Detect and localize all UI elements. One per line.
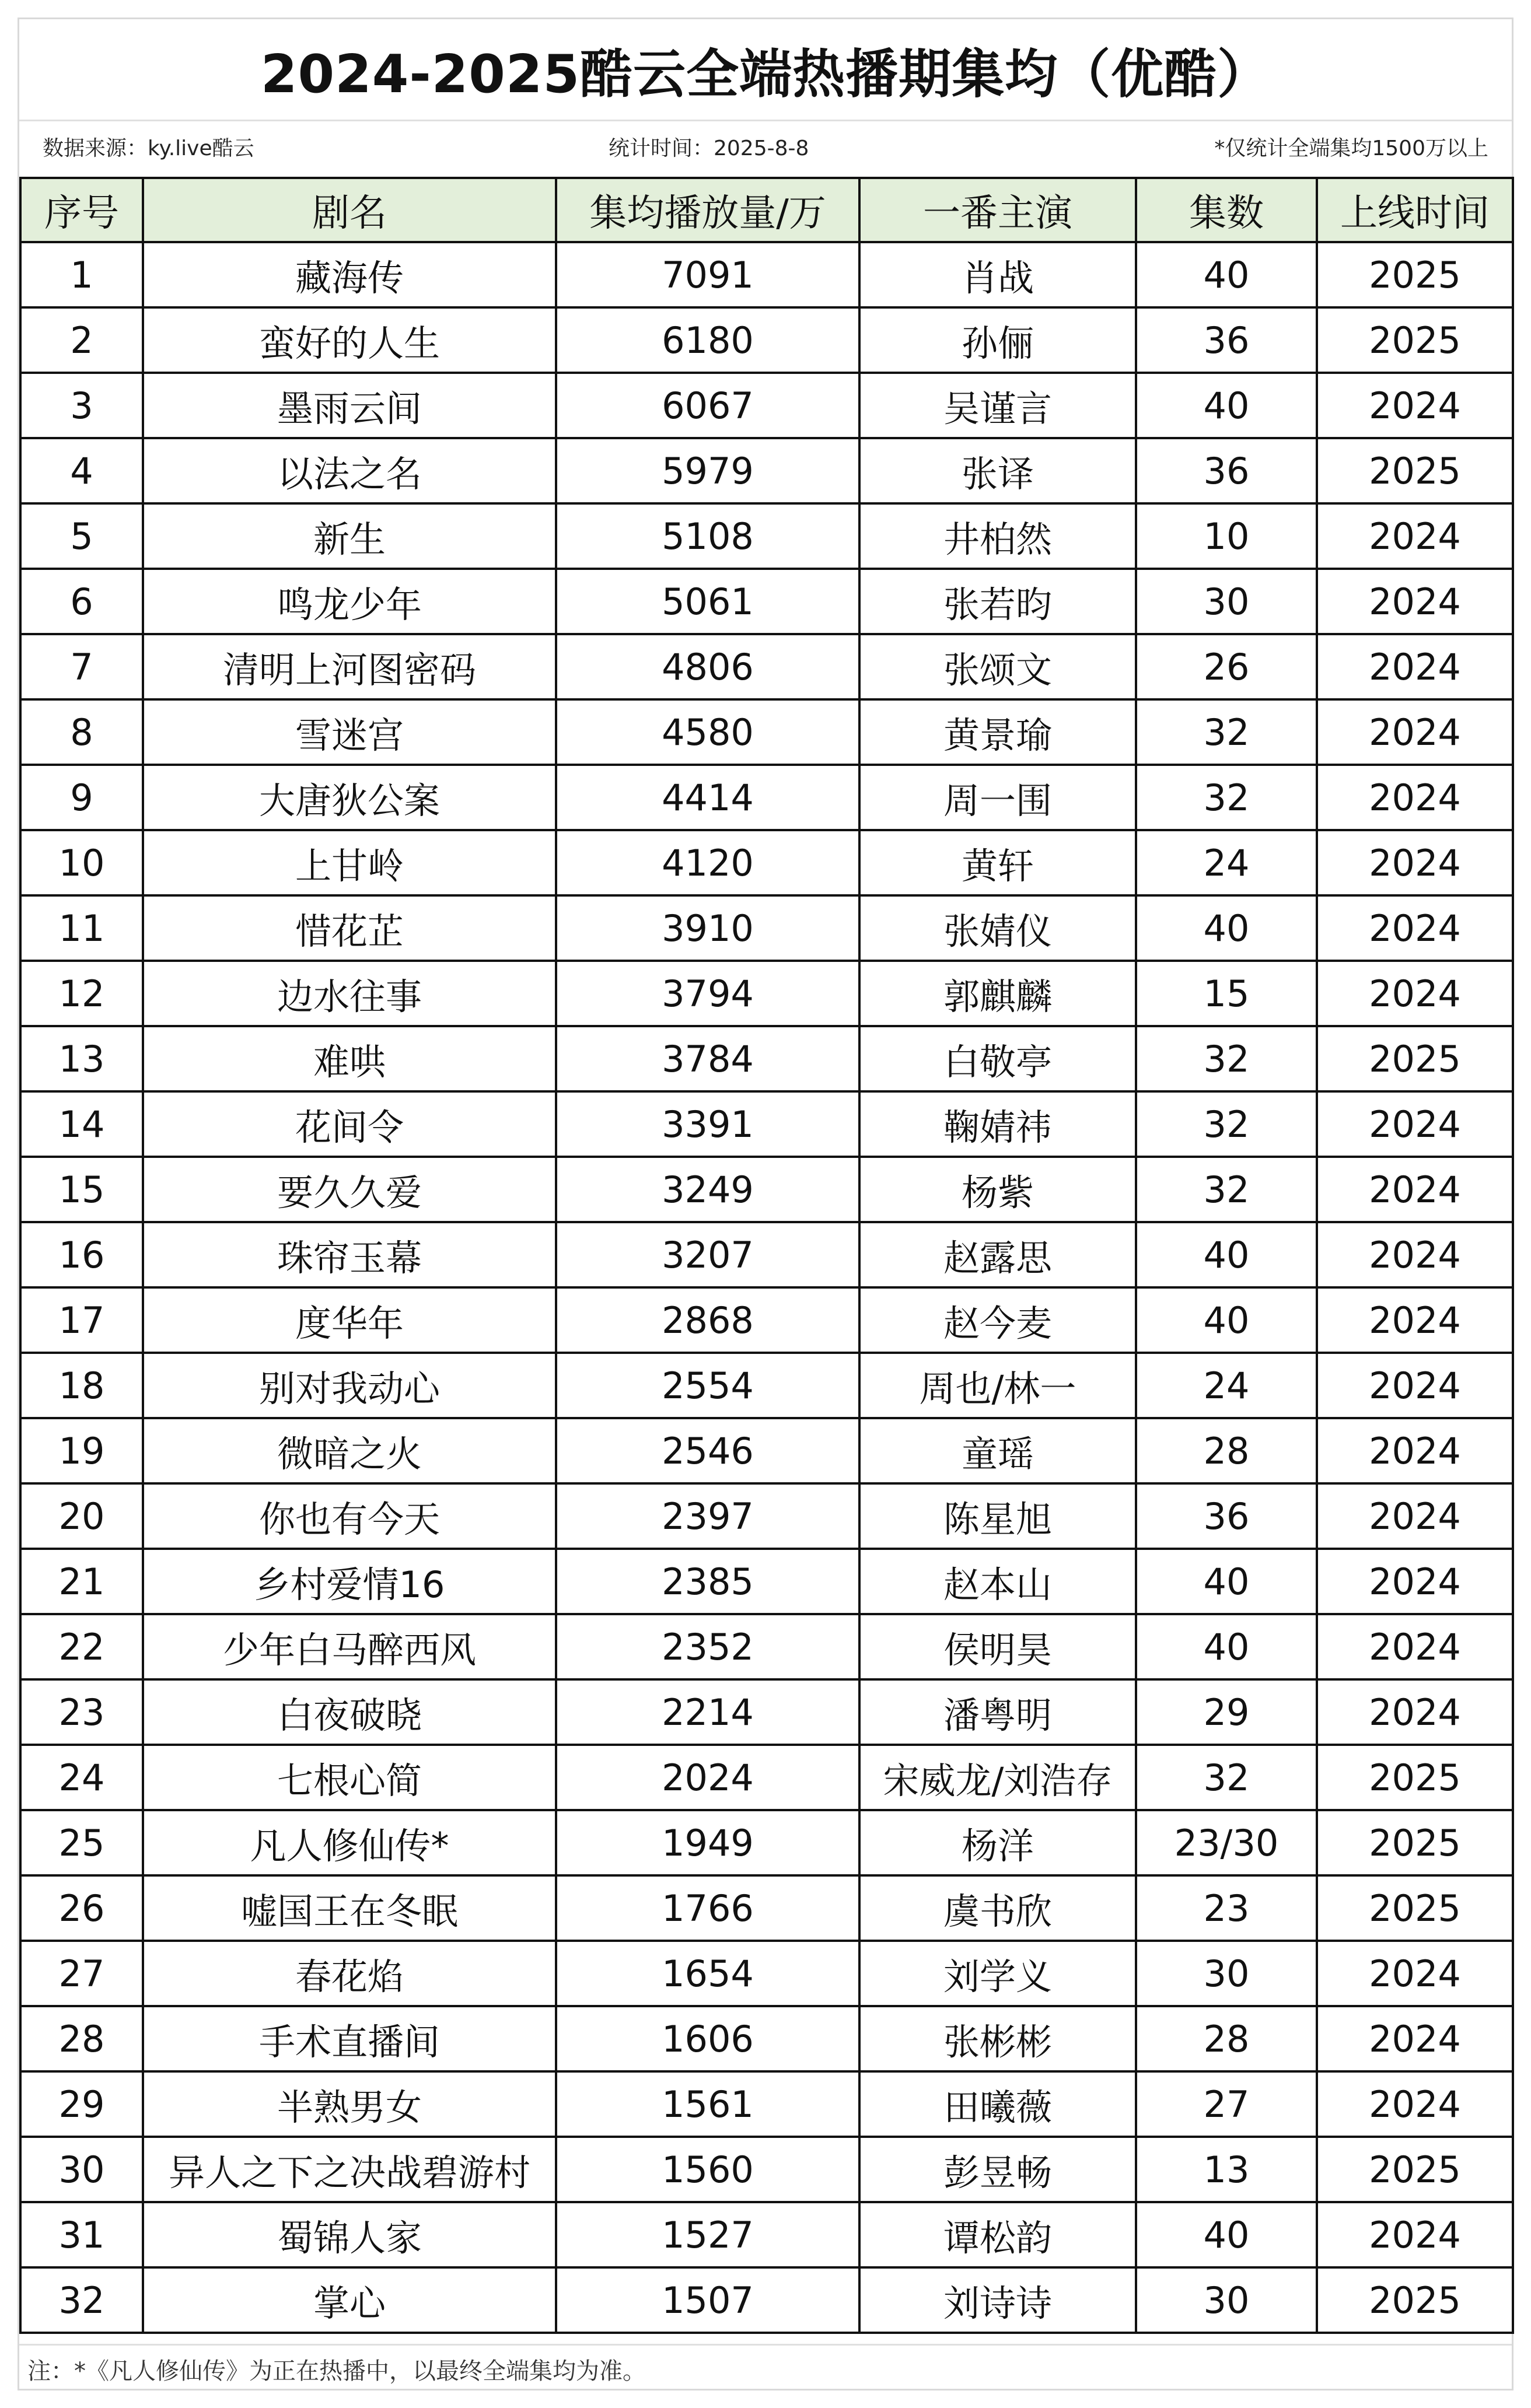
cell-rank: 9	[20, 765, 143, 830]
cell-rank: 4	[20, 438, 143, 503]
cell-lead-actor: 赵露思	[859, 1222, 1136, 1287]
cell-release-year: 2024	[1317, 895, 1513, 961]
cell-release-year: 2024	[1317, 2071, 1513, 2137]
cell-episodes: 40	[1136, 242, 1317, 307]
cell-rank: 11	[20, 895, 143, 961]
col-header-release-year: 上线时间	[1317, 178, 1513, 242]
table-row	[20, 569, 1513, 634]
cell-episodes: 26	[1136, 634, 1317, 699]
cell-release-year: 2025	[1317, 242, 1513, 307]
cell-lead-actor: 刘学义	[859, 1941, 1136, 2006]
cell-title: 少年白马醉西风	[143, 1614, 556, 1679]
cell-lead-actor: 周一围	[859, 765, 1136, 830]
cell-rank: 31	[20, 2202, 143, 2267]
cell-rank: 10	[20, 830, 143, 895]
threshold-note: *仅统计全端集均1500万以上	[1214, 136, 1488, 160]
cell-title: 春花焰	[143, 1941, 556, 2006]
cell-rank: 17	[20, 1287, 143, 1353]
cell-release-year: 2024	[1317, 830, 1513, 895]
cell-lead-actor: 杨洋	[859, 1810, 1136, 1875]
cell-release-year: 2024	[1317, 1222, 1513, 1287]
cell-title: 雪迷宫	[143, 699, 556, 765]
cell-title: 微暗之火	[143, 1418, 556, 1483]
cell-lead-actor: 张译	[859, 438, 1136, 503]
cell-release-year: 2024	[1317, 699, 1513, 765]
cell-rank: 23	[20, 1679, 143, 1745]
cell-title: 以法之名	[143, 438, 556, 503]
cell-rank: 18	[20, 1353, 143, 1418]
cell-lead-actor: 宋威龙/刘浩存	[859, 1745, 1136, 1810]
cell-rank: 22	[20, 1614, 143, 1679]
cell-avg-views: 5108	[556, 503, 859, 569]
cell-rank: 15	[20, 1157, 143, 1222]
cell-title: 白夜破晓	[143, 1679, 556, 1745]
cell-release-year: 2025	[1317, 2137, 1513, 2202]
cell-avg-views: 1507	[556, 2267, 859, 2333]
cell-episodes: 30	[1136, 2267, 1317, 2333]
cell-avg-views: 4120	[556, 830, 859, 895]
cell-lead-actor: 田曦薇	[859, 2071, 1136, 2137]
footnote	[19, 2344, 1512, 2392]
cell-avg-views: 3391	[556, 1091, 859, 1157]
cell-release-year: 2025	[1317, 1875, 1513, 1941]
cell-lead-actor: 彭昱畅	[859, 2137, 1136, 2202]
cell-avg-views: 4580	[556, 699, 859, 765]
table-row	[20, 1353, 1513, 1418]
cell-lead-actor: 刘诗诗	[859, 2267, 1136, 2333]
cell-avg-views: 1561	[556, 2071, 859, 2137]
cell-release-year: 2024	[1317, 1614, 1513, 1679]
cell-rank: 25	[20, 1810, 143, 1875]
cell-episodes: 32	[1136, 1091, 1317, 1157]
cell-avg-views: 4806	[556, 634, 859, 699]
cell-title: 花间令	[143, 1091, 556, 1157]
ranking-sheet	[18, 18, 1513, 2390]
cell-title: 半熟男女	[143, 2071, 556, 2137]
cell-avg-views: 3784	[556, 1026, 859, 1091]
table-row	[20, 765, 1513, 830]
cell-episodes: 30	[1136, 1941, 1317, 2006]
cell-lead-actor: 郭麒麟	[859, 961, 1136, 1026]
cell-lead-actor: 童瑶	[859, 1418, 1136, 1483]
table-body	[20, 242, 1513, 2333]
cell-rank: 5	[20, 503, 143, 569]
col-header-title: 剧名	[143, 178, 556, 242]
cell-release-year: 2024	[1317, 1679, 1513, 1745]
cell-episodes: 28	[1136, 1418, 1317, 1483]
cell-title: 边水往事	[143, 961, 556, 1026]
cell-avg-views: 3249	[556, 1157, 859, 1222]
cell-rank: 6	[20, 569, 143, 634]
cell-title: 鸣龙少年	[143, 569, 556, 634]
cell-rank: 16	[20, 1222, 143, 1287]
table-row	[20, 1287, 1513, 1353]
cell-avg-views: 2397	[556, 1483, 859, 1549]
cell-title: 墨雨云间	[143, 373, 556, 438]
cell-episodes: 30	[1136, 569, 1317, 634]
cell-avg-views: 2385	[556, 1549, 859, 1614]
cell-episodes: 32	[1136, 1026, 1317, 1091]
cell-episodes: 23	[1136, 1875, 1317, 1941]
table-row	[20, 2137, 1513, 2202]
cell-release-year: 2025	[1317, 1745, 1513, 1810]
cell-title: 乡村爱情16	[143, 1549, 556, 1614]
cell-rank: 28	[20, 2006, 143, 2071]
footnote-text: 注：*《凡人修仙传》为正在热播中，以最终全端集均为准。	[27, 2357, 646, 2385]
cell-avg-views: 4414	[556, 765, 859, 830]
cell-release-year: 2025	[1317, 1810, 1513, 1875]
cell-title: 别对我动心	[143, 1353, 556, 1418]
col-header-episodes: 集数	[1136, 178, 1317, 242]
cell-lead-actor: 孙俪	[859, 307, 1136, 373]
table-row	[20, 2267, 1513, 2333]
table-row	[20, 634, 1513, 699]
cell-episodes: 32	[1136, 1157, 1317, 1222]
cell-avg-views: 1560	[556, 2137, 859, 2202]
cell-episodes: 40	[1136, 2202, 1317, 2267]
cell-title: 清明上河图密码	[143, 634, 556, 699]
cell-lead-actor: 陈星旭	[859, 1483, 1136, 1549]
table-row	[20, 1875, 1513, 1941]
cell-title: 你也有今天	[143, 1483, 556, 1549]
cell-episodes: 10	[1136, 503, 1317, 569]
cell-rank: 19	[20, 1418, 143, 1483]
cell-episodes: 15	[1136, 961, 1317, 1026]
meta-bar	[19, 120, 1512, 173]
table-row	[20, 1157, 1513, 1222]
cell-title: 蜀锦人家	[143, 2202, 556, 2267]
cell-title: 惜花芷	[143, 895, 556, 961]
cell-episodes: 40	[1136, 895, 1317, 961]
cell-title: 手术直播间	[143, 2006, 556, 2071]
cell-episodes: 36	[1136, 1483, 1317, 1549]
cell-episodes: 29	[1136, 1679, 1317, 1745]
table-row	[20, 961, 1513, 1026]
cell-rank: 12	[20, 961, 143, 1026]
cell-rank: 32	[20, 2267, 143, 2333]
cell-release-year: 2024	[1317, 1941, 1513, 2006]
cell-avg-views: 2024	[556, 1745, 859, 1810]
table-row	[20, 1679, 1513, 1745]
cell-avg-views: 3910	[556, 895, 859, 961]
cell-release-year: 2024	[1317, 569, 1513, 634]
cell-title: 新生	[143, 503, 556, 569]
cell-rank: 8	[20, 699, 143, 765]
table-row	[20, 895, 1513, 961]
cell-rank: 26	[20, 1875, 143, 1941]
cell-title: 珠帘玉幕	[143, 1222, 556, 1287]
cell-release-year: 2025	[1317, 2267, 1513, 2333]
cell-lead-actor: 赵本山	[859, 1549, 1136, 1614]
cell-title: 凡人修仙传*	[143, 1810, 556, 1875]
cell-release-year: 2024	[1317, 2202, 1513, 2267]
cell-avg-views: 6067	[556, 373, 859, 438]
cell-episodes: 40	[1136, 373, 1317, 438]
cell-release-year: 2024	[1317, 1091, 1513, 1157]
cell-episodes: 32	[1136, 699, 1317, 765]
cell-release-year: 2024	[1317, 373, 1513, 438]
cell-avg-views: 2868	[556, 1287, 859, 1353]
cell-episodes: 27	[1136, 2071, 1317, 2137]
cell-release-year: 2024	[1317, 1353, 1513, 1418]
cell-lead-actor: 张彬彬	[859, 2006, 1136, 2071]
table-row	[20, 1091, 1513, 1157]
cell-lead-actor: 潘粤明	[859, 1679, 1136, 1745]
cell-avg-views: 7091	[556, 242, 859, 307]
cell-rank: 1	[20, 242, 143, 307]
cell-rank: 29	[20, 2071, 143, 2137]
cell-avg-views: 1766	[556, 1875, 859, 1941]
cell-title: 度华年	[143, 1287, 556, 1353]
cell-episodes: 32	[1136, 1745, 1317, 1810]
cell-release-year: 2024	[1317, 961, 1513, 1026]
table-row	[20, 242, 1513, 307]
cell-release-year: 2024	[1317, 1157, 1513, 1222]
cell-rank: 13	[20, 1026, 143, 1091]
cell-lead-actor: 张婧仪	[859, 895, 1136, 961]
table-row	[20, 1549, 1513, 1614]
cell-release-year: 2024	[1317, 1483, 1513, 1549]
cell-title: 要久久爱	[143, 1157, 556, 1222]
cell-episodes: 40	[1136, 1287, 1317, 1353]
table-row	[20, 2006, 1513, 2071]
cell-release-year: 2024	[1317, 765, 1513, 830]
cell-title: 异人之下之决战碧游村	[143, 2137, 556, 2202]
cell-title: 难哄	[143, 1026, 556, 1091]
cell-lead-actor: 张颂文	[859, 634, 1136, 699]
page-title: 2024-2025酷云全端热播期集均（优酷）	[19, 19, 1512, 121]
col-header-lead-actor: 一番主演	[859, 178, 1136, 242]
cell-lead-actor: 周也/林一	[859, 1353, 1136, 1418]
cell-lead-actor: 井柏然	[859, 503, 1136, 569]
cell-release-year: 2024	[1317, 503, 1513, 569]
table-row	[20, 503, 1513, 569]
cell-lead-actor: 黄景瑜	[859, 699, 1136, 765]
cell-title: 蛮好的人生	[143, 307, 556, 373]
cell-rank: 21	[20, 1549, 143, 1614]
cell-release-year: 2024	[1317, 1549, 1513, 1614]
cell-episodes: 40	[1136, 1222, 1317, 1287]
cell-rank: 27	[20, 1941, 143, 2006]
table-row	[20, 1941, 1513, 2006]
table-row	[20, 307, 1513, 373]
stat-date: 统计时间：2025-8-8	[609, 136, 809, 160]
cell-lead-actor: 杨紫	[859, 1157, 1136, 1222]
cell-avg-views: 1606	[556, 2006, 859, 2071]
table-row	[20, 2202, 1513, 2267]
table-row	[20, 2071, 1513, 2137]
table-row	[20, 1745, 1513, 1810]
cell-lead-actor: 鞠婧祎	[859, 1091, 1136, 1157]
cell-release-year: 2024	[1317, 634, 1513, 699]
cell-avg-views: 5979	[556, 438, 859, 503]
cell-rank: 20	[20, 1483, 143, 1549]
cell-title: 嘘国王在冬眠	[143, 1875, 556, 1941]
cell-title: 七根心简	[143, 1745, 556, 1810]
cell-avg-views: 2352	[556, 1614, 859, 1679]
table-row	[20, 438, 1513, 503]
cell-lead-actor: 吴谨言	[859, 373, 1136, 438]
cell-title: 掌心	[143, 2267, 556, 2333]
cell-episodes: 23/30	[1136, 1810, 1317, 1875]
cell-lead-actor: 肖战	[859, 242, 1136, 307]
table-header-row	[20, 178, 1513, 242]
cell-episodes: 24	[1136, 830, 1317, 895]
cell-avg-views: 2214	[556, 1679, 859, 1745]
cell-avg-views: 3794	[556, 961, 859, 1026]
cell-avg-views: 3207	[556, 1222, 859, 1287]
cell-avg-views: 1527	[556, 2202, 859, 2267]
cell-episodes: 28	[1136, 2006, 1317, 2071]
cell-release-year: 2025	[1317, 307, 1513, 373]
cell-rank: 3	[20, 373, 143, 438]
cell-avg-views: 1949	[556, 1810, 859, 1875]
table-row	[20, 1483, 1513, 1549]
cell-lead-actor: 侯明昊	[859, 1614, 1136, 1679]
data-source: 数据来源：ky.live酷云	[43, 136, 254, 160]
table-row	[20, 1222, 1513, 1287]
cell-avg-views: 5061	[556, 569, 859, 634]
cell-episodes: 40	[1136, 1614, 1317, 1679]
cell-lead-actor: 黄轩	[859, 830, 1136, 895]
table-row	[20, 1810, 1513, 1875]
cell-avg-views: 2554	[556, 1353, 859, 1418]
cell-episodes: 32	[1136, 765, 1317, 830]
cell-rank: 2	[20, 307, 143, 373]
cell-lead-actor: 白敬亭	[859, 1026, 1136, 1091]
cell-rank: 7	[20, 634, 143, 699]
table-row	[20, 373, 1513, 438]
cell-lead-actor: 赵今麦	[859, 1287, 1136, 1353]
cell-rank: 30	[20, 2137, 143, 2202]
cell-episodes: 36	[1136, 438, 1317, 503]
table-row	[20, 699, 1513, 765]
cell-rank: 14	[20, 1091, 143, 1157]
table-row	[20, 1418, 1513, 1483]
table-row	[20, 1026, 1513, 1091]
cell-episodes: 24	[1136, 1353, 1317, 1418]
cell-episodes: 40	[1136, 1549, 1317, 1614]
cell-avg-views: 1654	[556, 1941, 859, 2006]
cell-rank: 24	[20, 1745, 143, 1810]
cell-release-year: 2025	[1317, 438, 1513, 503]
cell-release-year: 2025	[1317, 1026, 1513, 1091]
cell-title: 藏海传	[143, 242, 556, 307]
cell-release-year: 2024	[1317, 1287, 1513, 1353]
cell-title: 上甘岭	[143, 830, 556, 895]
cell-episodes: 13	[1136, 2137, 1317, 2202]
col-header-rank: 序号	[20, 178, 143, 242]
cell-release-year: 2024	[1317, 1418, 1513, 1483]
table-row	[20, 1614, 1513, 1679]
col-header-avg-views: 集均播放量/万	[556, 178, 859, 242]
table-row	[20, 830, 1513, 895]
cell-lead-actor: 虞书欣	[859, 1875, 1136, 1941]
cell-lead-actor: 张若昀	[859, 569, 1136, 634]
cell-avg-views: 6180	[556, 307, 859, 373]
cell-episodes: 36	[1136, 307, 1317, 373]
cell-title: 大唐狄公案	[143, 765, 556, 830]
cell-avg-views: 2546	[556, 1418, 859, 1483]
cell-release-year: 2024	[1317, 2006, 1513, 2071]
ranking-table	[19, 177, 1514, 2334]
cell-lead-actor: 谭松韵	[859, 2202, 1136, 2267]
